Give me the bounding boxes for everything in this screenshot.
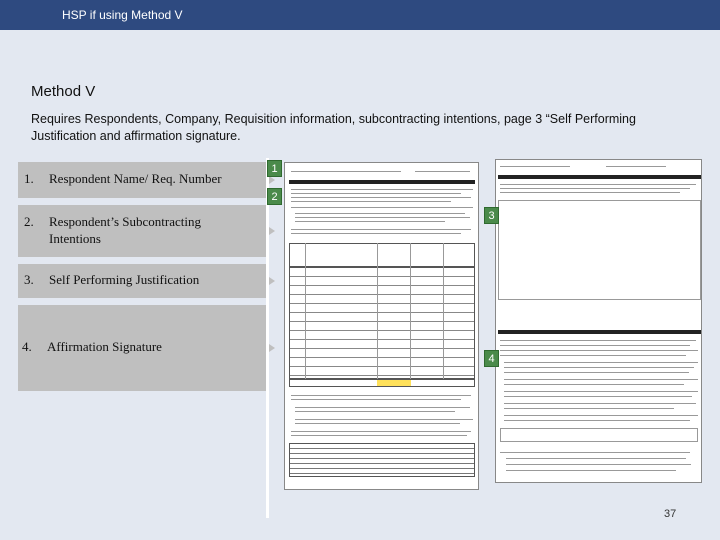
item-label: Self Performing Justification — [49, 272, 200, 287]
badge-1: 1 — [267, 160, 282, 177]
form-page-right — [495, 159, 702, 483]
item-number: 2. — [24, 214, 34, 229]
slide-title: HSP if using Method V — [62, 8, 183, 22]
slide-description: Requires Respondents, Company, Requisition information, subcontracting intentions, page 3 “Self Performing Justification and affirmation signature. — [31, 112, 636, 143]
badge-2: 2 — [267, 188, 282, 205]
item-label: Respondent’s Subcontracting Intentions — [49, 214, 202, 246]
item-number: 1. — [24, 171, 34, 186]
item-number: 3. — [24, 272, 34, 287]
badge-3: 3 — [484, 207, 499, 224]
item-label: Affirmation Signature — [47, 339, 162, 354]
slide-heading: Method V — [31, 83, 96, 100]
title-bar — [0, 0, 720, 30]
list-item-subcontracting-intentions — [18, 205, 266, 257]
form-page-left — [284, 162, 479, 490]
column-divider — [266, 158, 269, 518]
slide-page-number: 37 — [664, 508, 677, 520]
list-item-self-performing — [18, 264, 266, 298]
badge-4: 4 — [484, 350, 499, 367]
item-label: Respondent Name/ Req. Number — [49, 171, 222, 186]
list-item-respondent-name — [18, 162, 266, 198]
item-number: 4. — [22, 339, 32, 354]
list-item-affirmation-signature — [18, 305, 266, 391]
